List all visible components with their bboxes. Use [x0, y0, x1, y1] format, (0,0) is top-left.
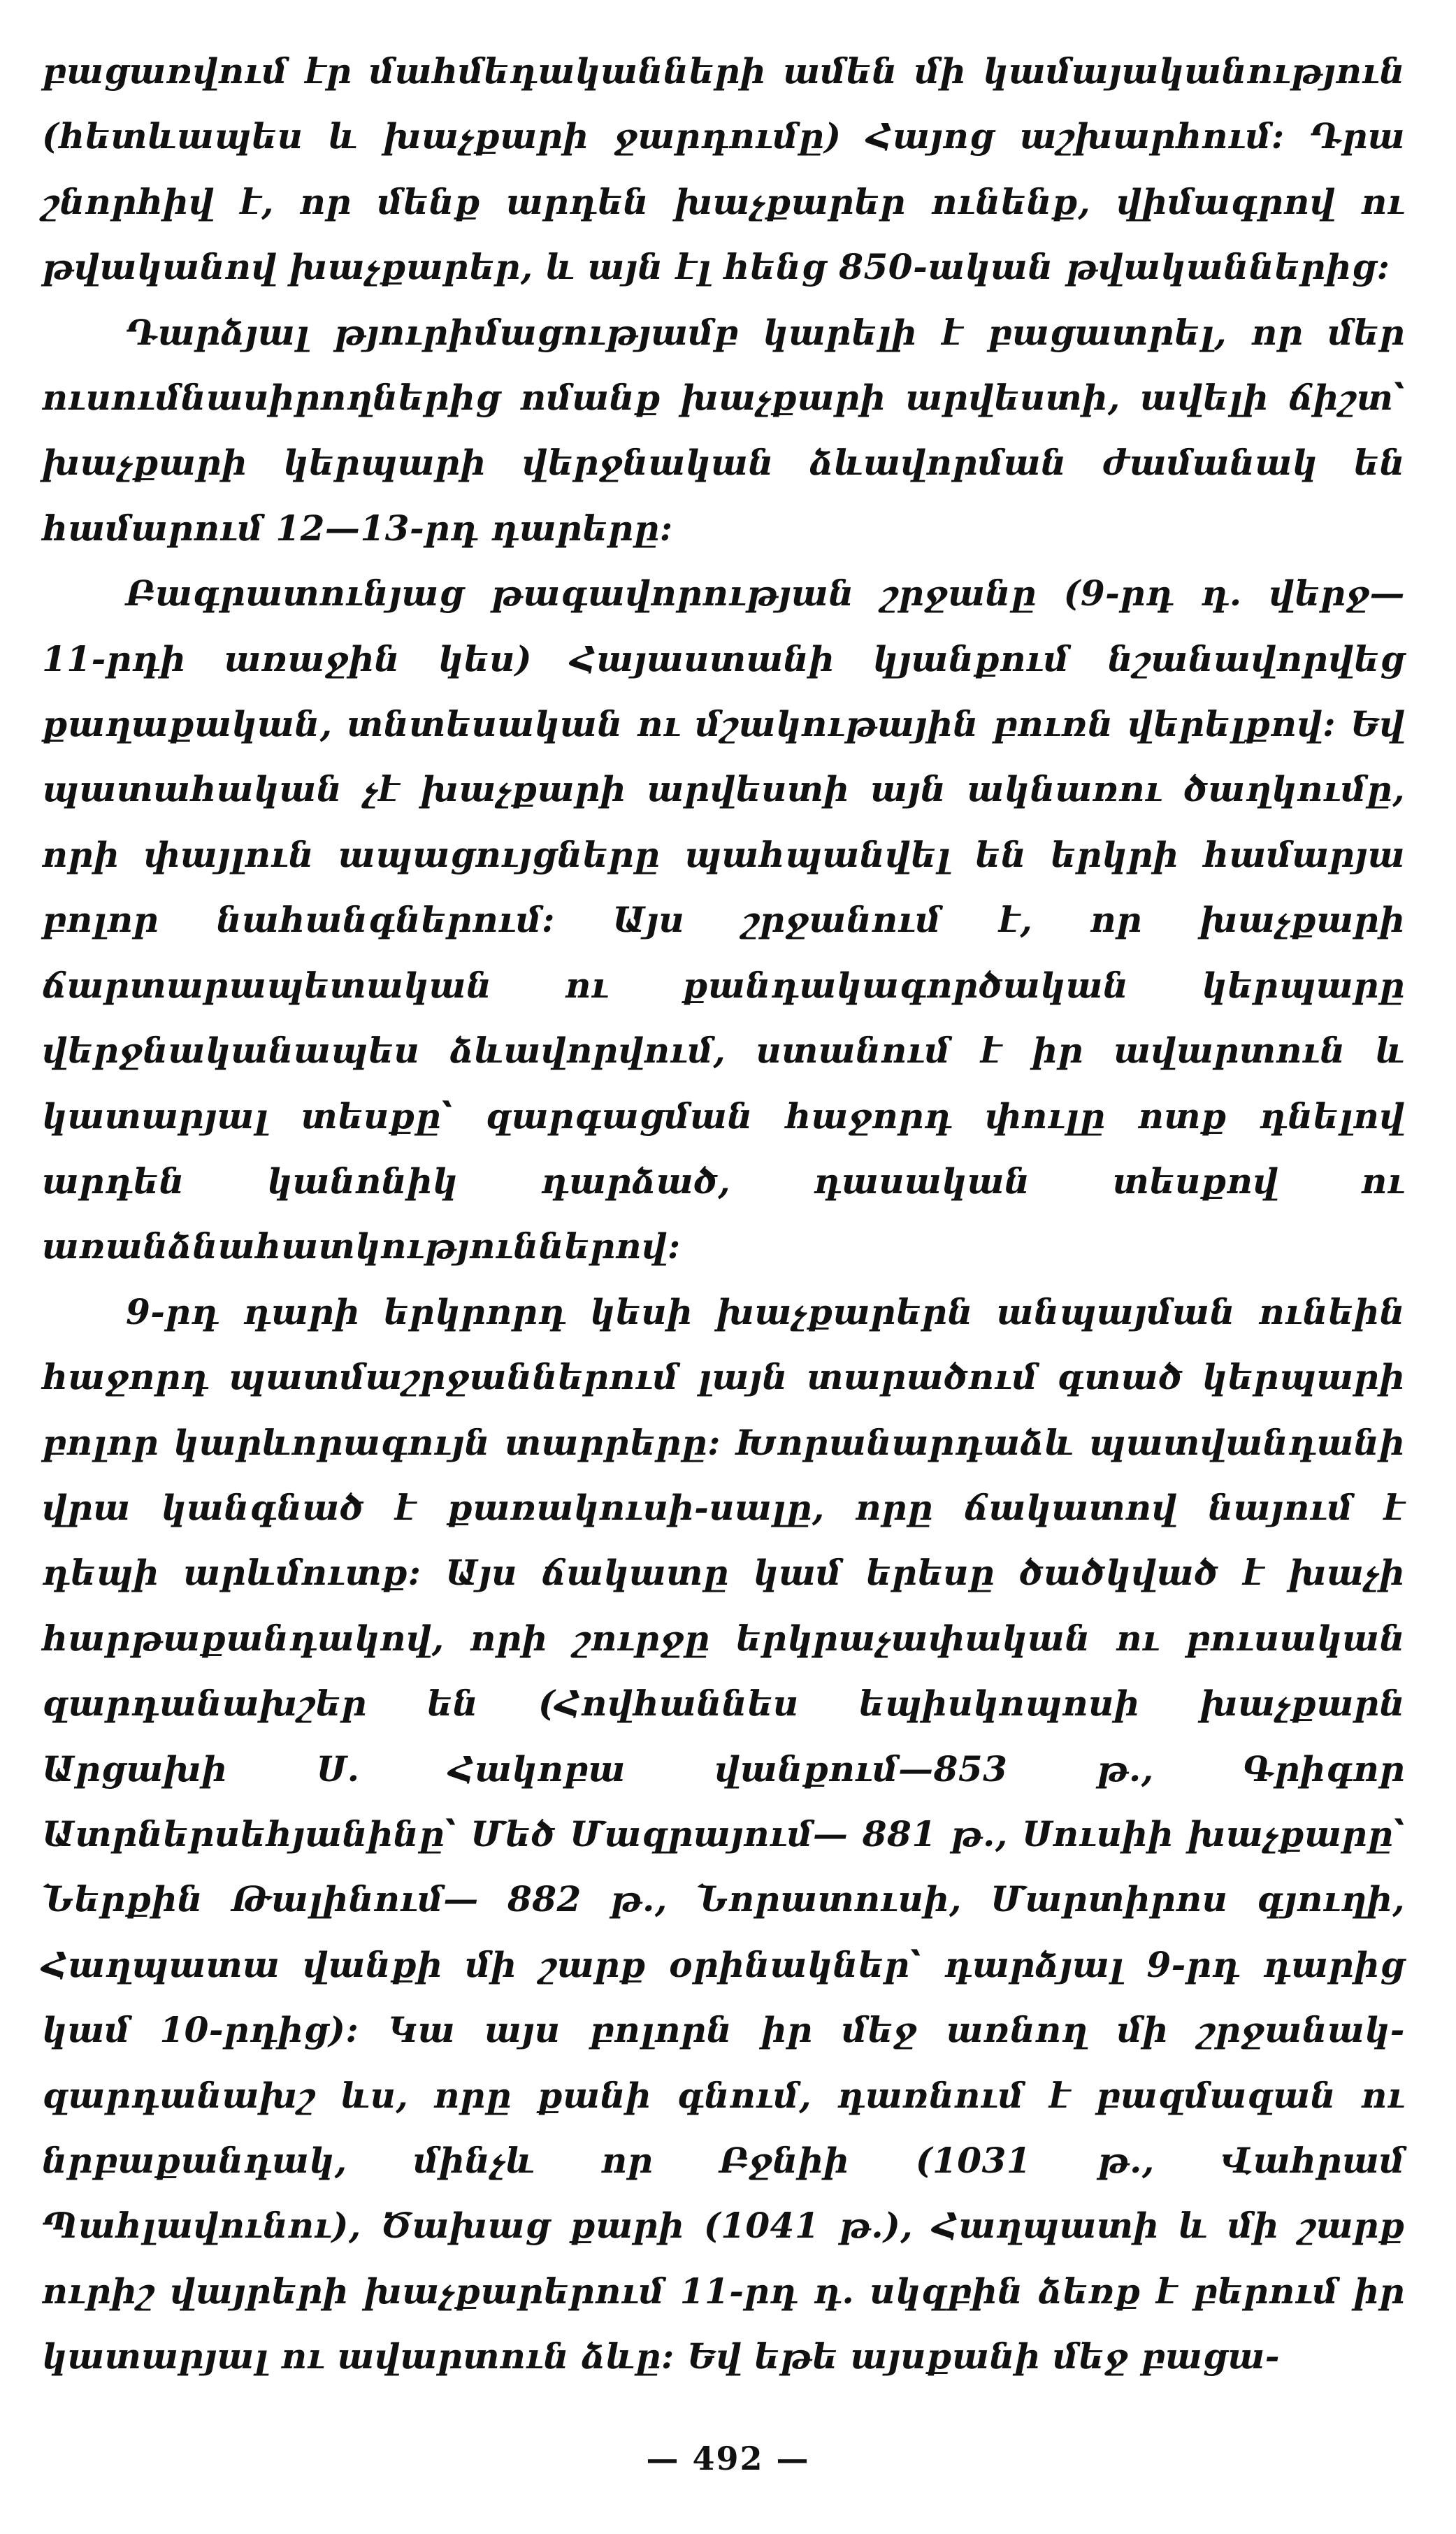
body-text [42, 38, 1405, 2389]
paragraph-4: 9-րդ դարի երկրորդ կեսի խաչքարերն անպայման ունեին հաջորդ պատմաշրջաններում լայն տարածում գտած կերպարի բոլոր կարևորագույն տարրերը: Խորանարդաձև պատվանդանի վրա կանգնած է քառակուսի-սալը, որը ճակատով նայում է դեպի արևմուտք: Այս ճակատը կամ երեսը ծածկված է խաչի հարթաքանդակով, որի շուրջը երկրաչափական ու բուսական զարդանախշեր են (Հովհաննես եպիսկոպոսի խաչքարն Արցախի Ս. Հակոբա վանքում—853 թ., Գրիգոր Ատրներսեհյանինը՝ Մեծ Մազրայում— 881 թ., Սուսիի խաչքարը՝ Ներքին Թալինում— 882 թ., Նորատուսի, Մարտիրոս գյուղի, Հաղպատա վանքի մի շարք օրինակներ՝ դարձյալ 9-րդ դարից կամ 10-րդից): Կա այս բոլորն իր մեջ առնող մի շրջանակ-զարդանախշ ևս, որը քանի գնում, դառնում է բազմազան ու նրբաքանդակ, մինչև որ Բջնիի (1031 թ., Վահրամ Պահլավունու), Ծախաց քարի (1041 թ.), Հաղպատի և մի շարք ուրիշ վայրերի խաչքարերում 11-րդ դ. սկզբին ձեռք է բերում իր կատարյալ ու ավարտուն ձևը: Եվ եթե այսքանի մեջ բացա- [42, 1290, 1405, 2377]
paragraph-1: բացառվում էր մահմեդականների ամեն մի կամայականություն (հետևապես և խաչքարի ջարդումը) Հայոց աշխարհում: Դրա շնորհիվ է, որ մենք արդեն խաչքարեր ունենք, վիմագրով ու թվականով խաչքարեր, և այն էլ հենց 850-ական թվականներից: [42, 50, 1405, 288]
page-number: — 492 — [646, 2440, 810, 2477]
paragraph-3: Բագրատունյաց թագավորության շրջանը (9-րդ դ. վերջ— 11-րդի առաջին կես) Հայաստանի կյանքում նշանավորվեց քաղաքական, տնտեսական ու մշակութային բուռն վերելքով: Եվ պատահական չէ խաչքարի արվեստի այն ակնառու ծաղկումը, որի փայլուն ապացույցները պահպանվել են երկրի համարյա բոլոր նահանգներում: Այս շրջանում է, որ խաչքարի ճարտարապետական ու քանդակագործական կերպարը վերջնականապես ձևավորվում, ստանում է իր ավարտուն և կատարյալ տեսքը՝ զարգացման հաջորդ փուլը ոտք դնելով արդեն կանոնիկ դարձած, դասական տեսքով ու առանձնահատկություններով: [42, 573, 1405, 1267]
document-page [42, 38, 1405, 2457]
paragraph-2: Դարձյալ թյուրիմացությամբ կարելի է բացատրել, որ մեր ուսումնասիրողներից ոմանք խաչքարի արվեստի, ավելի ճիշտ՝ խաչքարի կերպարի վերջնական ձևավորման ժամանակ են համարում 12—13-րդ դարերը: [42, 311, 1405, 549]
